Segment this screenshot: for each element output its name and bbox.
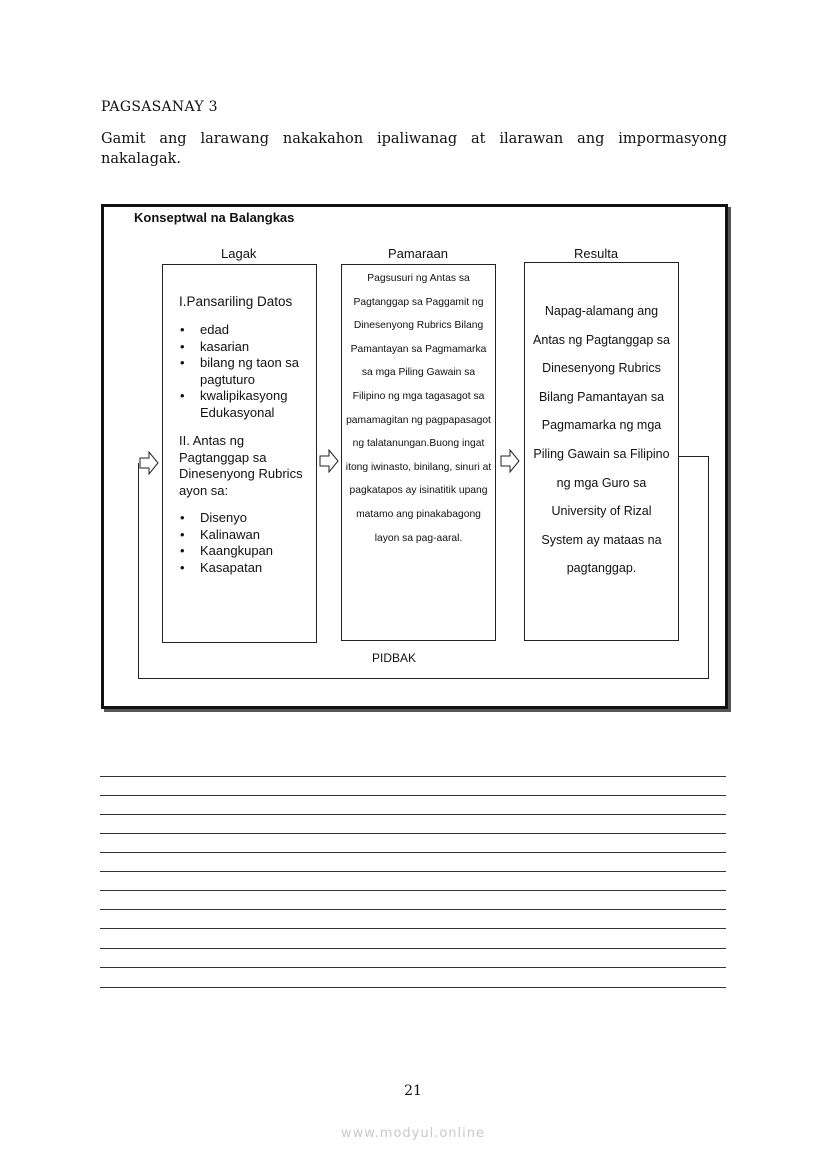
answer-line[interactable] [100,948,726,949]
list-item: • edad [177,322,315,339]
answer-line[interactable] [100,987,726,988]
answer-line[interactable] [100,928,726,929]
antas-criteria-list [177,510,315,576]
feedback-line [138,463,139,679]
figure-title: Konseptwal na Balangkas [134,210,295,225]
answer-line[interactable] [100,814,726,815]
answer-line[interactable] [100,852,726,853]
pansariling-datos-list [177,322,315,421]
list-item: • kwalipikasyong Edukasyonal [177,388,315,421]
pamaraan-box [341,264,496,641]
list-item: • Kaangkupan [177,543,315,560]
column-heading-pamaraan: Pamaraan [388,246,448,261]
watermark: www.modyul.online [340,1126,486,1141]
exercise-heading: PAGSASANAY 3 [101,99,218,115]
feedback-line [138,678,709,679]
resulta-box [524,262,679,641]
answer-line[interactable] [100,967,726,968]
exercise-instruction: Gamit ang larawang nakakahon ipaliwanag at ilarawan ang impormasyong nakalagak. [101,131,727,167]
answer-line[interactable] [100,776,726,777]
answer-line[interactable] [100,833,726,834]
resulta-text: Napag-alamang ang Antas ng Pagtanggap sa Dinesenyong Rubrics Bilang Pamantayan sa Pagmamarka ng mga Piling Gawain sa Filipino ng mga Guro sa University of Rizal System ay mataas na pagtanggap. [533,304,670,576]
list-item: • bilang ng taon sa pagtuturo [177,355,315,388]
input-arrow-icon [139,451,159,475]
answer-line[interactable] [100,795,726,796]
feedback-line [678,456,709,457]
antas-ng-pagtanggap-title: II. Antas ng Pagtanggap sa Dinesenyong Rubrics ayon sa: [179,433,303,498]
pansariling-datos-title: I.Pansariling Datos [179,294,293,309]
conceptual-framework-figure [101,204,728,709]
right-arrow-icon [319,449,339,473]
list-item: • kasarian [177,339,315,356]
list-item: • Kasapatan [177,560,315,577]
answer-line[interactable] [100,909,726,910]
answer-line[interactable] [100,890,726,891]
right-arrow-icon [500,449,520,473]
page-number: 21 [404,1083,422,1099]
answer-line[interactable] [100,871,726,872]
list-item: • Kalinawan [177,527,315,544]
column-heading-resulta: Resulta [574,246,619,261]
column-heading-lagak: Lagak [221,246,257,261]
feedback-label: PIDBAK [372,651,417,665]
list-item: • Disenyo [177,510,315,527]
lagak-box [162,264,317,643]
pamaraan-text: Pagsusuri ng Antas sa Pagtanggap sa Paggamit ng Dinesenyong Rubrics Bilang Pamantayan sa Pagmamarka sa mga Piling Gawain sa Filipino ng mga tagasagot sa pamamagitan ng pagpapasagot ng talatanungan.Buong ingat itong iwinasto, binilang, sinuri at pagkatapos ay isinatitik upang matamo ang pinakabagong layon sa pag-aaral. [345,273,492,544]
feedback-line [708,456,709,679]
